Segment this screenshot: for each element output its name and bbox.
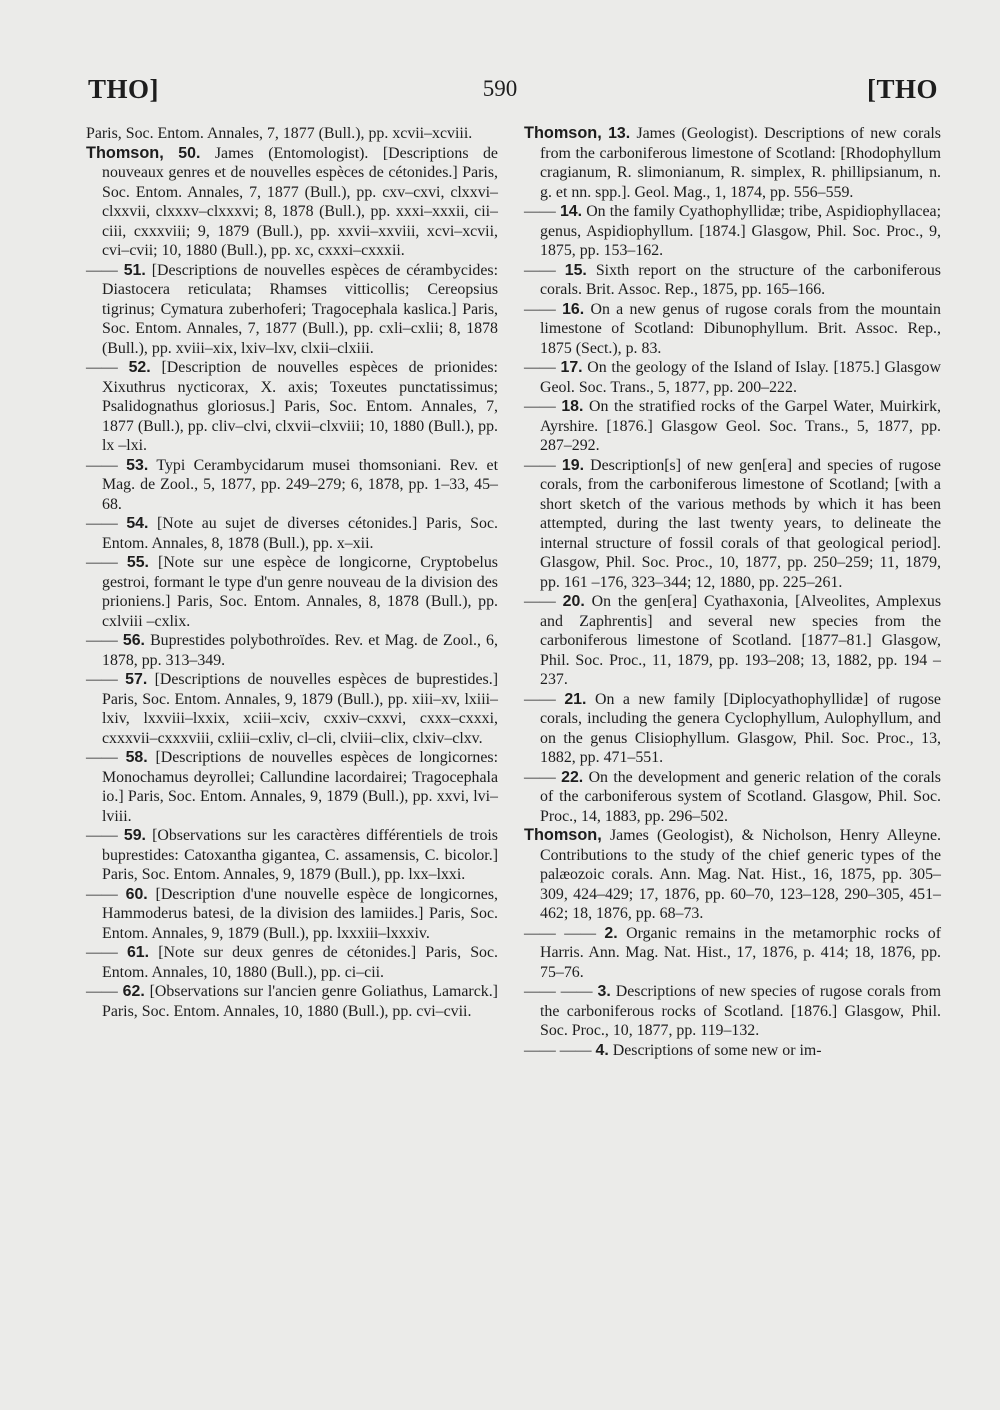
entry-text: [Descriptions de nouvelles espèces de cérambycides: Diastocera reticulata; Rhamses vitticollis; Cereopsius tigrinus; Cymatura zuberhoferi; Tragocephala kaslica.] Paris, Soc. Entom. Annales, 7, 1877 (Bull.), pp. cxli–cxlii; 8, 1878 (Bull.), pp. xviii–xix, lxiv–lxv, clxii–clxiii. <box>102 261 498 357</box>
entry-number: 60. <box>125 885 148 903</box>
entry-dash: —— <box>524 398 556 415</box>
entry-dash: —— —— <box>524 924 596 942</box>
bibliography-entry <box>86 670 498 748</box>
entry-text: James (Geologist). Descriptions of new corals from the carboniferous limestone of Scotland: [Rhodophyllum cragianum, R. slimonianum, R. simplex, R. phillipsianum, n. g. et nn. spp.]. Geol. Mag., 1, 1874, pp. 556–559. <box>540 125 941 201</box>
entry-number: 54. <box>126 515 149 532</box>
entry-dash: —— <box>86 885 118 903</box>
bibliography-entry <box>524 982 941 1041</box>
bibliography-entry <box>86 748 498 826</box>
entry-dash: —— <box>86 554 118 571</box>
bibliography-entry <box>86 514 498 553</box>
entry-number: 62. <box>122 983 145 1000</box>
entry-dash: —— <box>524 768 556 786</box>
entry-dash: —— <box>86 456 118 474</box>
left-column <box>86 124 498 1021</box>
entry-number: 22. <box>561 768 584 786</box>
entry-number: 55. <box>126 554 149 571</box>
bibliography-entry <box>524 300 941 359</box>
entry-text: Buprestides polybothroïdes. Rev. et Mag. de Zool., 6, 1878, pp. 313–349. <box>102 632 498 669</box>
entry-text: On a new family [Diplocyathophyllidæ] of rugose corals, including the genera Cyclophyllum, Aulophyllum, and on the genus Clisiophyllum. Glasgow, Phil. Soc. Proc., 13, 1882, pp. 471–551. <box>540 690 941 766</box>
bibliography-entry <box>86 553 498 631</box>
entry-text: Sixth report on the structure of the carboniferous corals. Brit. Assoc. Rep., 1875, pp. 165–166. <box>540 261 941 298</box>
entry-dash: —— <box>86 515 118 532</box>
entry-author: Thomson, <box>524 124 602 142</box>
entry-dash: —— <box>86 261 118 279</box>
bibliography-entry <box>86 943 498 982</box>
entry-text: On the stratified rocks of the Garpel Water, Muirkirk, Ayrshire. [1876.] Glasgow Geol. Soc. Trans., 5, 1877, pp. 287–292. <box>540 398 941 454</box>
entry-dash: —— <box>86 671 118 688</box>
entry-dash: —— <box>86 749 118 766</box>
right-column <box>524 124 941 1060</box>
entry-dash: —— <box>524 456 556 474</box>
entry-dash: —— <box>86 359 118 376</box>
bibliography-entry <box>86 261 498 359</box>
entry-text: On the gen[era] Cyathaxonia, [Alveolites, Amplexus and Zaphrentis] and several new species from the carboniferous limestone of Scotland. [1877–81.] Glasgow, Phil. Soc. Proc., 11, 1879, pp. 193–208; 13, 1882, pp. 194 –237. <box>540 593 942 688</box>
entry-text: Description[s] of new gen[era] and species of rugose corals, from the carboniferous limestone of Scotland; [with a short sketch of the various methods by which it has been attempted, during the last twenty years, to delineate the internal structure of fossil corals of that geological period]. Glasgow, Phil. Soc. Proc., 10, 1877, pp. 250–259; 11, 1879, pp. 161 –176, 323–344; 12, 1880, pp. 225–261. <box>540 456 941 591</box>
running-head-left: THO] <box>88 74 160 104</box>
bibliography-entry <box>86 826 498 885</box>
entry-dash: —— <box>86 944 118 961</box>
entry-text: On the geology of the Island of Islay. [1875.] Glasgow Geol. Soc. Trans., 5, 1877, pp. 200–222. <box>540 359 941 396</box>
entry-number: 17. <box>560 359 583 376</box>
bibliography-entry <box>524 592 941 690</box>
entry-number: 61. <box>126 944 150 961</box>
entry-dash: —— <box>86 632 118 649</box>
bibliography-entry <box>86 144 498 261</box>
entry-text: [Note sur deux genres de cétonides.] Paris, Soc. Entom. Annales, 10, 1880 (Bull.), pp. ci–cii. <box>102 944 498 981</box>
entry-number: 14. <box>559 203 583 220</box>
entry-number: 18. <box>561 398 584 415</box>
entry-number: 2. <box>604 924 618 942</box>
entry-text: [Note au sujet de diverses cétonides.] Paris, Soc. Entom. Annales, 8, 1878 (Bull.), pp. x–xii. <box>102 515 498 552</box>
entry-number: 52. <box>128 359 151 376</box>
entry-number: 50. <box>178 144 201 162</box>
entry-dash: —— <box>524 203 556 220</box>
entry-text: James (Geologist), & Nicholson, Henry Alleyne. Contributions to the study of the chief generic types of the palæozoic corals. Ann. Mag. Nat. Hist., 16, 1875, pp. 305–309, 424–429; 17, 1876, pp. 60–70, 123–128, 290–305, 451–462; 18, 1876, pp. 68–73. <box>540 827 941 922</box>
bibliography-entry <box>86 631 498 670</box>
entry-dash: —— <box>86 983 118 1000</box>
entry-number: 58. <box>125 749 148 766</box>
entry-number: 51. <box>123 261 146 279</box>
entry-number: 13. <box>608 125 631 142</box>
entry-number: 59. <box>123 827 146 844</box>
bibliography-entry <box>524 261 941 300</box>
entry-text: [Description d'une nouvelle espèce de longicornes, Hammoderus batesi, de la division des lamiides.] Paris, Soc. Entom. Annales, 9, 1879 (Bull.), pp. lxxxiii–lxxxiv. <box>102 885 498 942</box>
entry-number: 3. <box>597 983 611 1000</box>
bibliography-entry <box>86 358 498 456</box>
bibliography-entry <box>524 456 941 593</box>
page-number: 590 <box>482 76 518 101</box>
entry-dash: —— <box>524 261 556 279</box>
entry-number: 4. <box>595 1041 609 1059</box>
bibliography-entry <box>524 826 941 924</box>
entry-text: Paris, Soc. Entom. Annales, 7, 1877 (Bull.), pp. xcvii–xcviii. <box>86 125 473 142</box>
entry-text: [Descriptions de nouvelles espèces de longicornes: Monochamus deyrollei; Callundine lacordairei; Tragocephala io.] Paris, Soc. Entom. Annales, 9, 1879 (Bull.), pp. xxvi, lvi–lviii. <box>102 749 498 825</box>
bibliography-entry <box>524 768 941 827</box>
bibliography-entry <box>524 202 941 261</box>
entry-dash: —— —— <box>524 1041 592 1059</box>
entry-number: 57. <box>125 671 148 688</box>
entry-dash: —— —— <box>524 983 593 1000</box>
bibliography-entry <box>86 982 498 1021</box>
bibliography-entry <box>86 885 498 944</box>
bibliography-entry <box>524 397 941 456</box>
entry-text: On a new genus of rugose corals from the mountain limestone of Scotland: Dibunophyllum. Brit. Assoc. Rep., 1875 (Sect.), p. 83. <box>540 300 941 357</box>
entry-text: James (Entomologist). [Descriptions de nouveaux genres et de nouvelles espèces de cétonides.] Paris, Soc. Entom. Annales, 7, 1877 (Bull.), pp. cxv–cxvi, clxxvi–clxxvii, clxxxv–clxxxvi; 8, 1878 (Bull.), pp. xxxi–xxxii, cii–ciii, cxxxviii; 9, 1879 (Bull.), pp. xxvii–xxviii, xcvi–xcvii, cvi–cvii; 10, 1880 (Bull.), pp. xc, cxxxi–cxxxii. <box>102 144 498 259</box>
entry-text: [Description de nouvelles espèces de prionides: Xixuthrus nycticorax, X. axis; Toxeutes punctatissimus; Psalidognathus gloriosus.] Paris, Soc. Entom. Annales, 7, 1877 (Bull.), pp. cliv–clvi, clxvii–clxviii; 10, 1880 (Bull.), pp. lx –lxi. <box>102 359 498 454</box>
entry-number: 56. <box>122 632 145 649</box>
entry-number: 15. <box>564 261 587 279</box>
bibliography-entry <box>524 1041 941 1061</box>
entry-dash: —— <box>524 593 556 610</box>
running-head-right: [THO <box>866 74 938 104</box>
entry-text: [Descriptions de nouvelles espèces de buprestides.] Paris, Soc. Entom. Annales, 9, 1879 (Bull.), pp. xiii–xv, lxiii–lxiv, lxxviii–lxxix, xciii–xciv, cxxiv–cxxvi, cxxx–cxxxi, cxxxvii–cxxxviii, cxliii–cxliv, cl–cli, clviii–clix, clxiv–clxv. <box>102 671 498 747</box>
entry-author: Thomson, <box>86 143 164 162</box>
entry-text: Organic remains in the metamorphic rocks of Harris. Ann. Mag. Nat. Hist., 17, 1876, p. 414; 18, 1876, pp. 75–76. <box>540 924 942 981</box>
entry-number: 21. <box>564 690 587 708</box>
entry-text: Typi Cerambycidarum musei thomsoniani. Rev. et Mag. de Zool., 5, 1877, pp. 249–279; 6, 1878, pp. 1–33, 45–68. <box>102 456 498 513</box>
entry-number: 16. <box>562 300 585 318</box>
bibliography-entry <box>524 124 941 202</box>
entry-number: 20. <box>562 593 585 610</box>
entry-text: [Note sur une espèce de longicorne, Cryptobelus gestroi, formant le type d'un genre nouveau de la division des prioniens.] Paris, Soc. Entom. Annales, 8, 1878 (Bull.), pp. cxlviii –cxlix. <box>102 554 498 630</box>
entry-dash: —— <box>86 827 118 844</box>
entry-number: 53. <box>126 456 149 474</box>
bibliography-entry <box>524 690 941 768</box>
entry-text: On the family Cyathophyllidæ; tribe, Aspidiophyllacea; genus, Aspidiophyllum. [1874.] Glasgow, Phil. Soc. Proc., 9, 1875, pp. 153–162. <box>540 203 941 259</box>
entry-number: 19. <box>561 456 584 474</box>
entry-text: [Observations sur les caractères différentiels de trois buprestides: Catoxantha gigantea, C. assamensis, C. bicolor.] Paris, Soc. Entom. Annales, 9, 1879 (Bull.), pp. lxx–lxxi. <box>102 827 498 883</box>
bibliography-entry <box>86 124 498 144</box>
entry-dash: —— <box>524 300 556 318</box>
entry-dash: —— <box>524 359 556 376</box>
bibliography-entry <box>524 924 941 983</box>
entry-text: On the development and generic relation of the corals of the carboniferous system of Scotland. Glasgow, Phil. Soc. Proc., 14, 1883, pp. 296–502. <box>540 768 941 825</box>
entry-dash: —— <box>524 690 556 708</box>
bibliography-entry <box>86 456 498 515</box>
bibliography-entry <box>524 358 941 397</box>
entry-text: [Observations sur l'ancien genre Goliathus, Lamarck.] Paris, Soc. Entom. Annales, 10, 1880 (Bull.), pp. cvi–cvii. <box>102 983 498 1020</box>
entry-text: Descriptions of new species of rugose corals from the carboniferous rocks of Scotland. [1876.] Glasgow, Phil. Soc. Proc., 10, 1877, pp. 119–132. <box>540 983 941 1039</box>
entry-author: Thomson, <box>524 826 602 844</box>
entry-text: Descriptions of some new or im- <box>612 1041 822 1059</box>
